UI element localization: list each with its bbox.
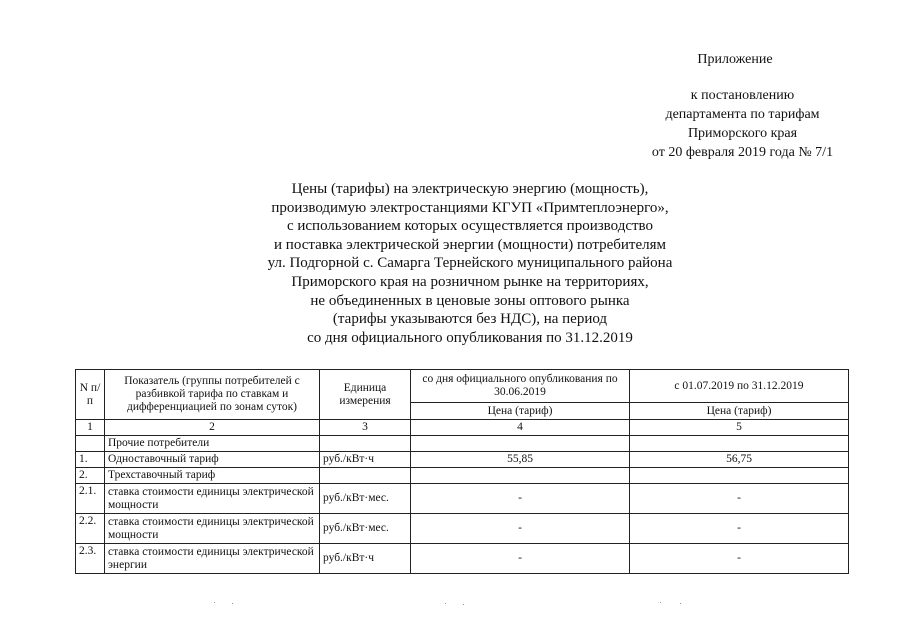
- row-unit: руб./кВт·ч: [320, 452, 411, 468]
- row-num: 2.2.: [76, 514, 105, 544]
- row-value-1: [411, 436, 630, 452]
- appendix-line: департамента по тарифам: [665, 107, 820, 122]
- row-num: 2.3.: [76, 544, 105, 574]
- row-indicator: Трехставочный тариф: [105, 468, 320, 484]
- row-unit: руб./кВт·мес.: [320, 484, 411, 514]
- title-line: не объединенных в ценовые зоны оптового рынка: [310, 292, 630, 309]
- column-number: 5: [630, 420, 849, 436]
- title-line: со дня официального опубликования по 31.12.2019: [307, 329, 633, 346]
- row-num: [76, 436, 105, 452]
- row-value-2: -: [630, 544, 849, 574]
- row-unit: руб./кВт·ч: [320, 544, 411, 574]
- title-line: Приморского края на розничном рынке на территориях,: [291, 273, 649, 290]
- title-line: с использованием которых осуществляется производство: [286, 218, 654, 235]
- row-indicator: ставка стоимости единицы электрической мощности: [105, 514, 320, 544]
- row-value-1: -: [411, 544, 630, 574]
- row-value-1: -: [411, 484, 630, 514]
- row-value-2: -: [630, 514, 849, 544]
- row-num: 2.1.: [76, 484, 105, 514]
- column-number: 2: [105, 420, 320, 436]
- table-row: [76, 436, 849, 452]
- title-line: (тарифы указываются без НДС), на период: [332, 311, 608, 328]
- table-row: [76, 468, 849, 484]
- table-row: [76, 484, 849, 514]
- row-indicator: ставка стоимости единицы электрической энергии: [105, 544, 320, 574]
- title-line: производимую электростанциями КГУП «Примтеплоэнерго»,: [271, 199, 669, 216]
- header-period-1: со дня официального опубликования по 30.06.2019: [411, 370, 630, 403]
- appendix-title: Приложение: [697, 52, 773, 67]
- row-value-1: 55,85: [411, 452, 630, 468]
- title-line: Цены (тарифы) на электрическую энергию (мощность),: [291, 181, 649, 197]
- appendix-line: Приморского края: [687, 126, 798, 141]
- table-row: [76, 514, 849, 544]
- appendix-line: к постановлению: [690, 88, 795, 103]
- title-line: ул. Подгорной с. Самарга Тернейского муниципального района: [267, 255, 673, 272]
- row-num: 1.: [76, 452, 105, 468]
- scan-speck: [214, 602, 215, 603]
- row-indicator: ставка стоимости единицы электрической мощности: [105, 484, 320, 514]
- row-value-2: [630, 436, 849, 452]
- tariff-table: [75, 369, 849, 574]
- scan-speck: [660, 602, 661, 603]
- document-title: [215, 180, 725, 347]
- header-indicator: Показатель (группы потребителей с разбивкой тарифа по ставкам и дифференциацией по зонам суток): [105, 370, 320, 420]
- table-row: [76, 452, 849, 468]
- header-price-2: Цена (тариф): [630, 403, 849, 420]
- column-number: 3: [320, 420, 411, 436]
- row-unit: [320, 436, 411, 452]
- row-value-2: 56,75: [630, 452, 849, 468]
- row-value-2: [630, 468, 849, 484]
- header-price-1: Цена (тариф): [411, 403, 630, 420]
- appendix-reference: [620, 86, 865, 162]
- table-row: [76, 544, 849, 574]
- row-value-1: [411, 468, 630, 484]
- row-unit: руб./кВт·мес.: [320, 514, 411, 544]
- title-line: и поставка электрической энергии (мощности) потребителям: [274, 236, 666, 253]
- row-unit: [320, 468, 411, 484]
- appendix-line: от 20 февраля 2019 года № 7/1: [651, 145, 834, 160]
- row-indicator: Прочие потребители: [105, 436, 320, 452]
- scan-speck: [445, 603, 446, 604]
- column-number: 1: [76, 420, 105, 436]
- column-number: 4: [411, 420, 630, 436]
- header-unit: Единица измерения: [320, 370, 411, 420]
- row-num: 2.: [76, 468, 105, 484]
- header-num: N п/п: [76, 370, 105, 420]
- header-period-2: с 01.07.2019 по 31.12.2019: [630, 370, 849, 403]
- row-value-2: -: [630, 484, 849, 514]
- scan-speck: [680, 603, 681, 604]
- row-indicator: Одноставочный тариф: [105, 452, 320, 468]
- column-number-row: [76, 420, 849, 436]
- table-header-row: [76, 370, 849, 403]
- scan-speck: [232, 603, 233, 604]
- scan-speck: [463, 604, 464, 605]
- row-value-1: -: [411, 514, 630, 544]
